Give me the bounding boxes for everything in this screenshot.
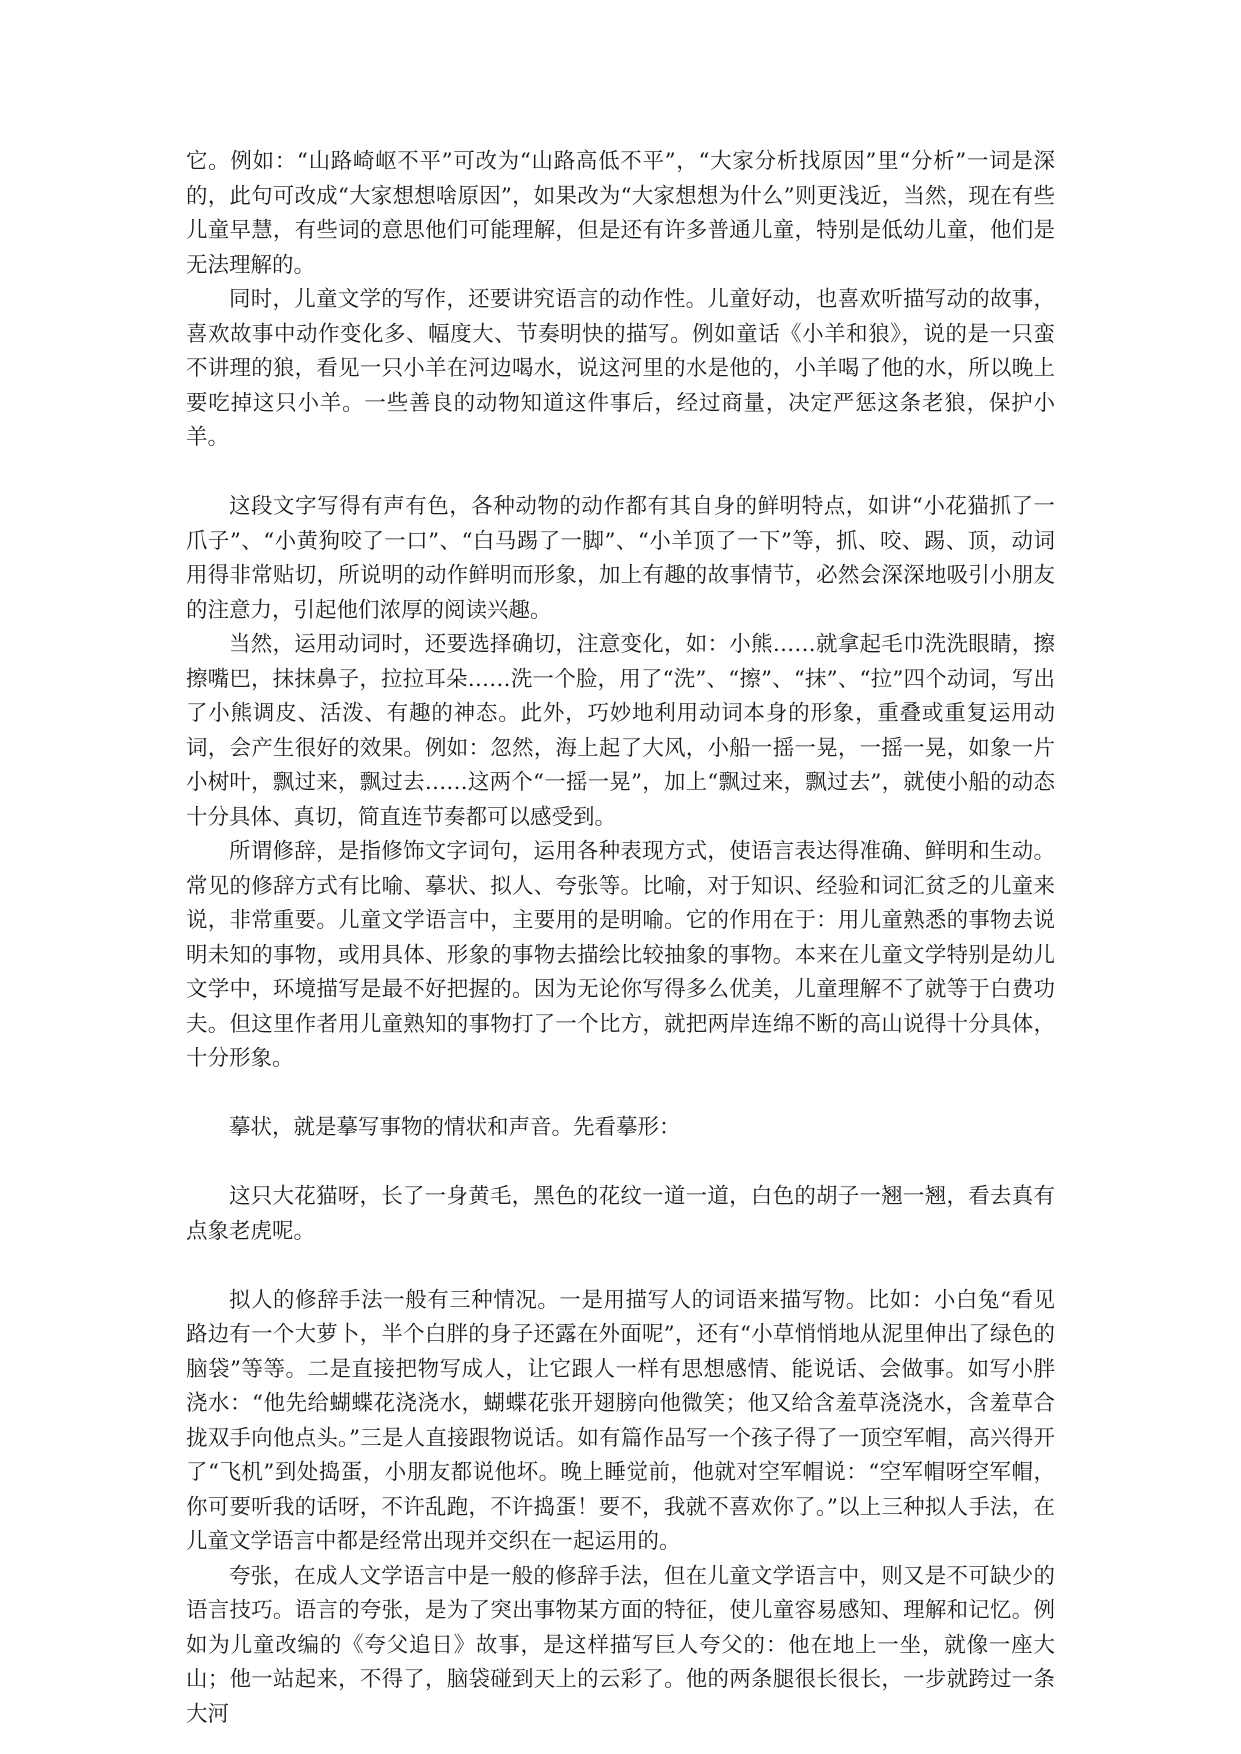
paragraph-action-language: 同时，儿童文学的写作，还要讲究语言的动作性。儿童好动，也喜欢听描写动的故事，喜欢故事中动作变化多、幅度大、节奏明快的描写。例如童话《小羊和狼》，说的是一只蛮不讲理的狼，看见一只小羊在河边喝水，说这河里的水是他的，小羊喝了他的水，所以晚上要吃掉这只小羊。一些善良的动物知道这件事后，经过商量，决定严惩这条老狼，保护小羊。 — [186, 287, 1055, 450]
paragraph-exaggeration: 夸张，在成人文学语言中是一般的修辞手法，但在儿童文学语言中，则又是不可缺少的语言技巧。语言的夸张，是为了突出事物某方面的特征，使儿童容易感知、理解和记忆。例如为儿童改编的《夸父追日》故事，是这样描写巨人夸父的：他在地上一坐，就像一座大山；他一站起来，不得了，脑袋碰到天上的云彩了。他的两条腿很长很长，一步就跨过一条大河 — [186, 1563, 1055, 1727]
paragraph-personification: 拟人的修辞手法一般有三种情况。一是用描写人的词语来描写物。比如：小白兔“看见路边有一个大萝卜，半个白胖的身子还露在外面呢”，还有“小草悄悄地从泥里伸出了绿色的脑袋”等等。二是直接把物写成人，让它跟人一样有思想感情、能说话、会做事。如写小胖浇水：“他先给蝴蝶花浇浇水，蝴蝶花张开翅膀向他微笑；他又给含羞草浇浇水，含羞草合拢双手向他点头。”三是人直接跟物说话。如有篇作品写一个孩子得了一顶空军帽，高兴得开了“飞机”到处捣蛋，小朋友都说他坏。晚上睡觉前，他就对空军帽说：“空军帽呀空军帽，你可要听我的话呀，不许乱跑，不许捣蛋！要不，我就不喜欢你了。”以上三种拟人手法，在儿童文学语言中都是经常出现并交织在一起运用的。 — [186, 1287, 1055, 1554]
document-page — [186, 145, 1055, 1732]
paragraph-cat-example: 这只大花猫呀，长了一身黄毛，黑色的花纹一道一道，白色的胡子一翘一翘，看去真有点象老虎呢。 — [186, 1184, 1055, 1244]
paragraph-continued: 它。例如：“山路崎岖不平”可改为“山路高低不平”，“大家分析找原因”里“分析”一词是深的，此句可改成“大家想想啥原因”，如果改为“大家想想为什么”则更浅近，当然，现在有些儿童早慧，有些词的意思他们可能理解，但是还有许多普通儿童，特别是低幼儿童，他们是无法理解的。 — [186, 149, 1055, 278]
paragraph-vivid-verbs: 这段文字写得有声有色，各种动物的动作都有其自身的鲜明特点，如讲“小花猫抓了一爪子”、“小黄狗咬了一口”、“白马踢了一脚”、“小羊顶了一下”等，抓、咬、踢、顶，动词用得非常贴切，所说明的动作鲜明而形象，加上有趣的故事情节，必然会深深地吸引小朋友的注意力，引起他们浓厚的阅读兴趣。 — [186, 494, 1055, 623]
paragraph-rhetoric: 所谓修辞，是指修饰文字词句，运用各种表现方式，使语言表达得准确、鲜明和生动。常见的修辞方式有比喻、摹状、拟人、夸张等。比喻，对于知识、经验和词汇贫乏的儿童来说，非常重要。儿童文学语言中，主要用的是明喻。它的作用在于：用儿童熟悉的事物去说明未知的事物，或用具体、形象的事物去描绘比较抽象的事物。本来在儿童文学特别是幼儿文学中，环境描写是最不好把握的。因为无论你写得多么优美，儿童理解不了就等于白费功夫。但这里作者用儿童熟知的事物打了一个比方，就把两岸连绵不断的高山说得十分具体，十分形象。 — [186, 839, 1055, 1071]
paragraph-verb-choice: 当然，运用动词时，还要选择确切，注意变化，如：小熊……就拿起毛巾洗洗眼睛，擦擦嘴巴，抹抹鼻子，拉拉耳朵……洗一个脸，用了“洗”、“擦”、“抹”、“拉”四个动词，写出了小熊调皮、活泼、有趣的神态。此外，巧妙地利用动词本身的形象，重叠或重复运用动词，会产生很好的效果。例如：忽然，海上起了大风，小船一摇一晃，一摇一晃，如象一片小树叶，飘过来，飘过去……这两个“一摇一晃”，加上“飘过来，飘过去”，就使小船的动态十分具体、真切，简直连节奏都可以感受到。 — [186, 632, 1055, 830]
paragraph-mozhuang: 摹状，就是摹写事物的情状和声音。先看摹形： — [229, 1115, 681, 1140]
